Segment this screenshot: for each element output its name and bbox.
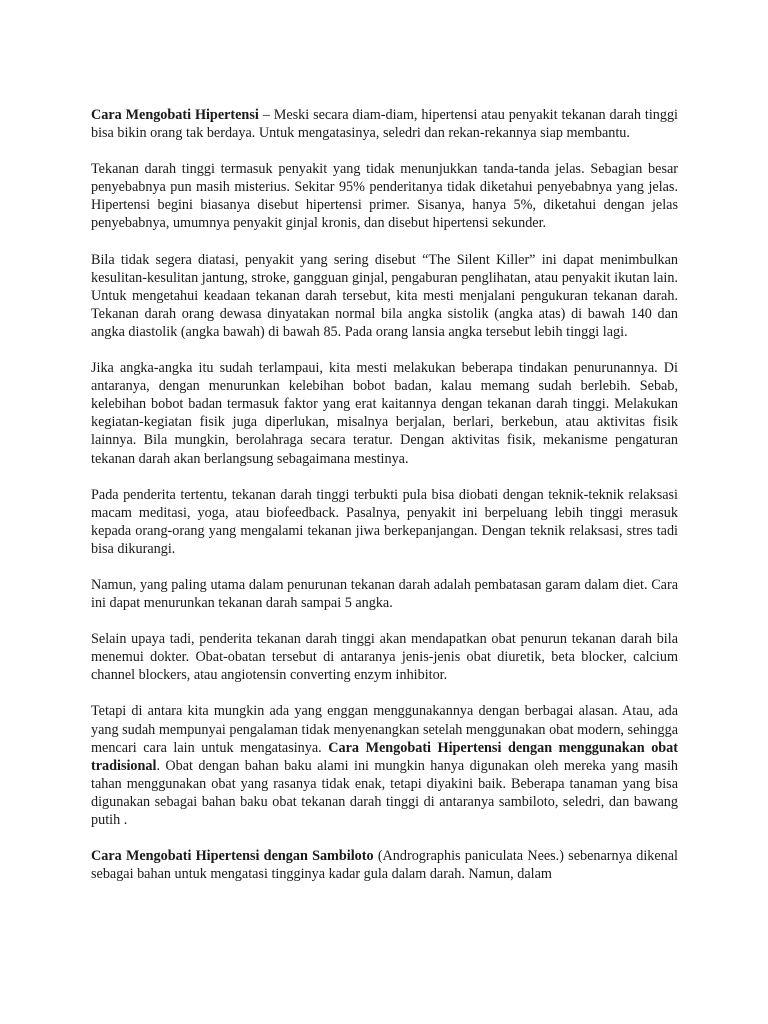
paragraph-7 bbox=[91, 630, 678, 684]
bold-title-run: Cara Mengobati Hipertensi bbox=[91, 107, 259, 123]
text-run: Jika angka-angka itu sudah terlampaui, kita mesti melakukan beberapa tindakan penurunannya. Di antaranya, dengan menurunkan kelebihan bobot badan, kalau memang sudah berlebih. Sebab, kelebihan bobot badan termasuk faktor yang erat kaitannya dengan tekanan darah tinggi. Melakukan kegiatan-kegiatan fisik juga diperlukan, misalnya berjalan, berlari, berkebun, atau aktivitas fisik lainnya. Bila mungkin, berolahraga secara teratur. Dengan aktivitas fisik, mekanisme pengaturan tekanan darah akan berlangsung sebagaimana mestinya. bbox=[91, 360, 678, 467]
bold-heading-run: Cara Mengobati Hipertensi dengan Sambiloto bbox=[91, 848, 374, 865]
text-run: – Meski secara diam-diam, hipertensi atau penyakit tekanan darah tinggi bisa bikin orang tak berdaya. Untuk mengatasinya, seledri dan rekan-rekannya siap membantu. bbox=[91, 107, 678, 142]
paragraph-6 bbox=[91, 576, 678, 612]
bold-heading-run: Cara Mengobati Hipertensi dengan menggunakan obat tradisional bbox=[91, 739, 678, 774]
text-run: Namun, yang paling utama dalam penurunan tekanan darah adalah pembatasan garam dalam diet. Cara ini dapat menurunkan tekanan darah sampai 5 angka. bbox=[91, 576, 678, 612]
paragraph-2 bbox=[91, 160, 678, 232]
text-run: Pada penderita tertentu, tekanan darah tinggi terbukti pula bisa diobati dengan teknik-teknik relaksasi macam meditasi, yoga, atau biofeedback. Pasalnya, penyakit ini berpeluang lebih tinggi merasuk kepada orang-orang yang mengalami tekanan jiwa berkepanjangan. Dengan teknik relaksasi, stres tadi bisa dikurangi. bbox=[91, 486, 678, 557]
text-run: Tekanan darah tinggi termasuk penyakit yang tidak menunjukkan tanda-tanda jelas. Sebagian besar penyebabnya pun masih misterius. Sekitar 95% penderitanya tidak diketahui penyebabnya yang jelas. Hipertensi begini biasanya disebut hipertensi primer. Sisanya, hanya 5%, diketahui dengan jelas penyebabnya, umumnya penyakit ginjal kronis, dan disebut hipertensi sekunder. bbox=[91, 161, 678, 232]
paragraph-5 bbox=[91, 486, 678, 558]
text-run: . Obat dengan bahan baku alami ini mungkin hanya digunakan oleh mereka yang masih tahan menggunakan obat yang rasanya tidak enak, tetapi diyakini baik. Beberapa tanaman yang bisa digunakan sebagai bahan baku obat tekanan darah tinggi di antaranya sambiloto, seledri, dan bawang putih . bbox=[91, 757, 678, 828]
text-run: Tetapi di antara kita mungkin ada yang enggan menggunakannya dengan berbagai alasan. Atau, ada yang sudah mempunyai pengalaman tidak menyenangkan setelah menggunakan obat modern, sehingga mencari cara lain untuk mengatasinya. bbox=[91, 703, 678, 756]
text-run: Bila tidak segera diatasi, penyakit yang sering disebut “The Silent Killer” ini dapat menimbulkan kesulitan-kesulitan jantung, stroke, gangguan ginjal, pengaburan penglihatan, atau penyakit ikutan lain. Untuk mengetahui keadaan tekanan darah tersebut, kita mesti menjalani pengukuran tekanan darah. Tekanan darah orang dewasa dinyatakan normal bila angka sistolik (angka atas) di bawah 140 dan angka diastolik (angka bawah) di bawah 85. Pada orang lansia angka tersebut lebih tinggi lagi. bbox=[91, 251, 678, 340]
paragraph-9 bbox=[91, 847, 678, 883]
paragraph-4 bbox=[91, 359, 678, 468]
paragraph-8 bbox=[91, 702, 678, 829]
text-run: (Andrographis paniculata Nees.) sebenarnya dikenal sebagai bahan untuk mengatasi tingginya kadar gula dalam darah. Namun, dalam bbox=[91, 848, 678, 883]
text-run: Selain upaya tadi, penderita tekanan darah tinggi akan mendapatkan obat penurun tekanan darah bila menemui dokter. Obat-obatan tersebut di antaranya jenis-jenis obat diuretik, beta blocker, calcium channel blockers, atau angiotensin converting enzym inhibitor. bbox=[91, 631, 678, 684]
paragraph-3 bbox=[91, 251, 678, 341]
paragraph-intro bbox=[91, 106, 678, 142]
